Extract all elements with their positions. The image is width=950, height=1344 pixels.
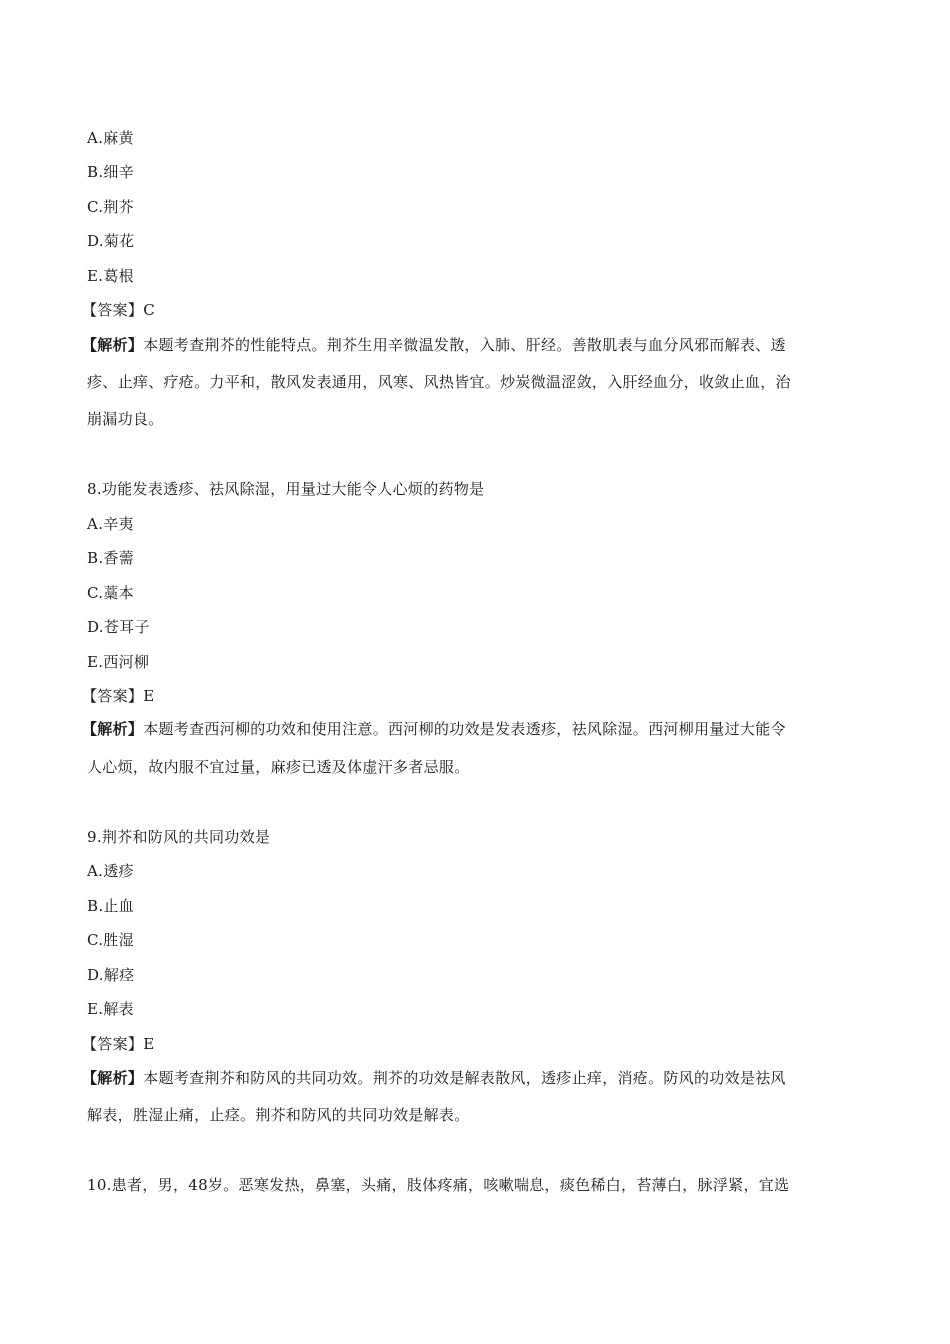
question-stem: 8.功能发表透疹、祛风除湿，用量过大能令人心烦的药物是 xyxy=(87,480,485,498)
answer-label: 【答案】 xyxy=(82,687,144,705)
analysis-line-2: 人心烦，故内服不宜过量，麻疹已透及体虚汗多者忌服。 xyxy=(87,758,470,776)
option-c: C.荆芥 xyxy=(87,198,134,216)
option-e: E.西河柳 xyxy=(87,653,150,671)
answer-value: E xyxy=(143,687,155,705)
question-stem: 9.荆芥和防风的共同功效是 xyxy=(87,828,271,846)
analysis-label: 【解析】 xyxy=(82,336,144,354)
analysis-line-3: 崩漏功良。 xyxy=(87,410,164,428)
option-c: C.藁本 xyxy=(87,584,134,602)
analysis-line-1: 【解析】本题考查荆芥的性能特点。荆芥生用辛微温发散，入肺、肝经。善散肌表与血分风邪而解表、透 xyxy=(82,336,786,354)
answer xyxy=(82,1034,154,1054)
question-stem: 10.患者，男，48岁。恶寒发热，鼻塞，头痛，肢体疼痛，咳嗽喘息，痰色稀白，苔薄白，脉浮紧，宜选 xyxy=(87,1176,790,1194)
option-d: D.解痉 xyxy=(87,966,135,984)
option-e: E.葛根 xyxy=(87,267,134,285)
analysis-label: 【解析】 xyxy=(82,1069,144,1087)
option-a: A.辛夷 xyxy=(87,515,134,533)
answer-value: C xyxy=(143,301,155,319)
option-b: B.香薷 xyxy=(87,549,134,567)
option-a: A.麻黄 xyxy=(87,129,134,147)
option-e: E.解表 xyxy=(87,1000,134,1018)
option-a: A.透疹 xyxy=(87,862,134,880)
analysis-line-1: 【解析】本题考查荆芥和防风的共同功效。荆芥的功效是解表散风，透疹止痒，消疮。防风的功效是祛风 xyxy=(82,1069,786,1087)
option-d: D.菊花 xyxy=(87,232,135,250)
analysis-label: 【解析】 xyxy=(82,720,144,738)
answer-label: 【答案】 xyxy=(82,1035,144,1053)
analysis-line-2: 解表，胜湿止痛，止痉。荆芥和防风的共同功效是解表。 xyxy=(87,1106,470,1124)
analysis-line-2: 疹、止痒、疗疮。力平和，散风发表通用，风寒、风热皆宜。炒炭微温涩敛，入肝经血分，收敛止血，治 xyxy=(87,373,791,391)
option-c: C.胜湿 xyxy=(87,931,134,949)
option-d: D.苍耳子 xyxy=(87,618,150,636)
answer xyxy=(82,300,155,320)
option-b: B.止血 xyxy=(87,897,134,915)
answer xyxy=(82,686,154,706)
answer-value: E xyxy=(143,1035,155,1053)
answer-label: 【答案】 xyxy=(82,301,144,319)
option-b: B.细辛 xyxy=(87,163,134,181)
analysis-line-1: 【解析】本题考查西河柳的功效和使用注意。西河柳的功效是发表透疹，祛风除湿。西河柳用量过大能令 xyxy=(82,720,786,738)
